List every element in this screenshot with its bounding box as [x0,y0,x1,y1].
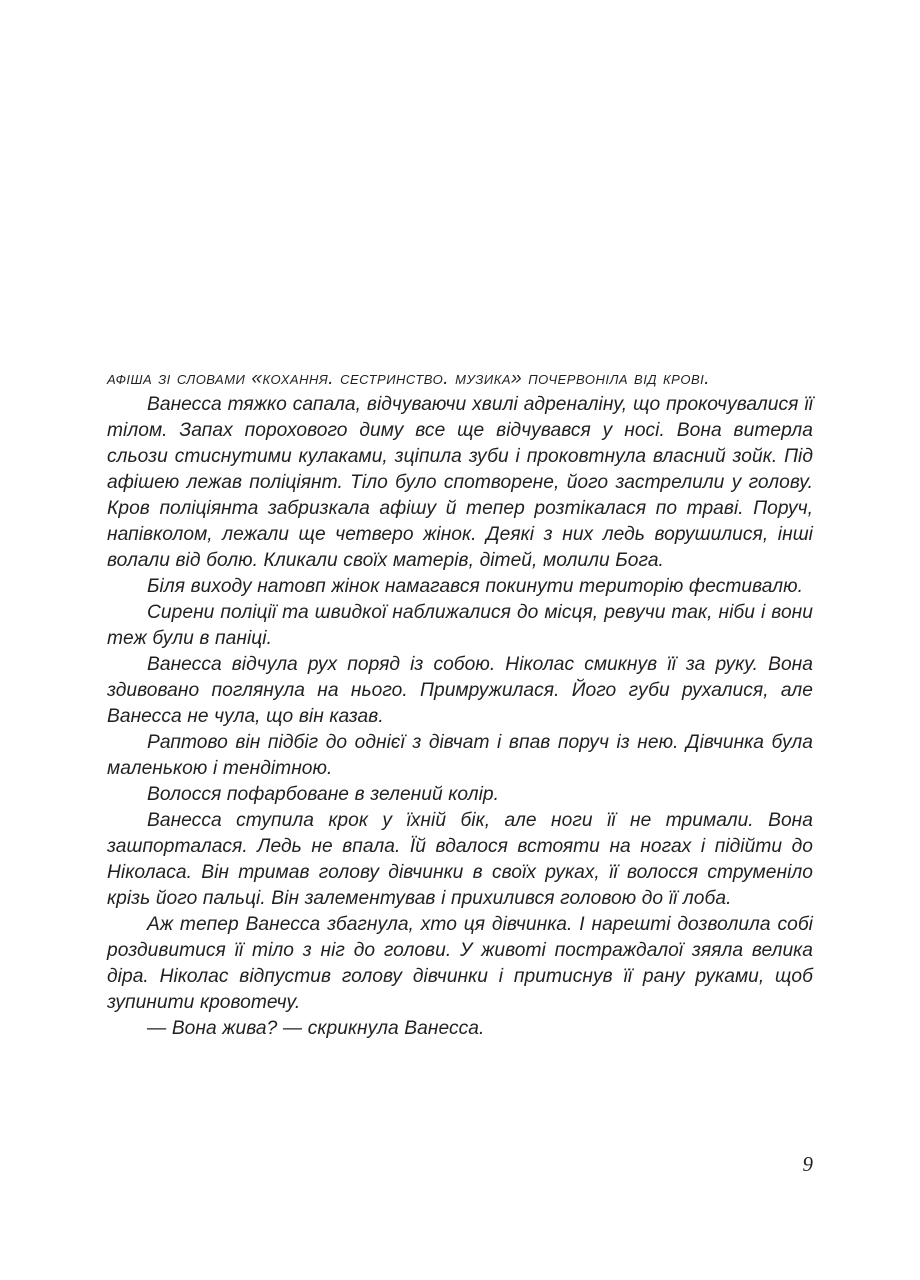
paragraph-body: Раптово він підбіг до однієї з дівчат і впав поруч із нею. Дівчинка була маленькою і тендітною. [107,732,813,779]
paragraph-opening-smallcaps: афіша зі словами «кохання. сестринство. музика» почервоніла від крові. [107,368,711,389]
paragraph-body: Сирени поліції та швидкої наближалися до місця, ревучи так, ніби і вони теж були в паніці. [107,602,813,649]
paragraph-body: Волосся пофарбоване в зелений колір. [147,784,500,805]
page-text-block [107,366,813,1042]
paragraph-dialogue: — Вона жива? — скрикнула Ванесса. [147,1018,485,1039]
paragraph-body: Ванесса відчула рух поряд із собою. Ніколас смикнув її за руку. Вона здивовано поглянула на нього. Примружилася. Його губи рухалися, але Ванесса не чула, що він казав. [107,654,813,727]
paragraph-body: Аж тепер Ванесса збагнула, хто ця дівчинка. І нарешті дозволила собі роздивитися її тіло з ніг до голови. У животі постраждалої зяяла велика діра. Ніколас відпустив голову дівчинки і притиснув її рану руками, щоб зупинити кровотечу. [107,914,813,1013]
paragraph-body: Ванесса тяжко сапала, відчуваючи хвилі адреналіну, що прокочувалися її тілом. Запах порохового диму все ще відчувався у носі. Вона витерла сльози стиснутими кулаками, зціпила зуби і проковтнула власний зойк. Під афішею лежав поліціянт. Тіло було спотворене, його застрелили у голову. Кров поліціянта забризкала афішу й тепер розтікалася по траві. Поруч, напівколом, лежали ще четверо жінок. Деякі з них ледь ворушилися, інші волали від болю. Кликали своїх матерів, дітей, молили Бога. [107,394,813,571]
page-number: 9 [802,1152,813,1176]
paragraph-body: Біля виходу натовп жінок намагався покинути територію фестивалю. [147,576,804,597]
paragraph-body: Ванесса ступила крок у їхній бік, але ноги її не тримали. Вона зашпорталася. Ледь не впала. Їй вдалося встояти на ногах і підійти до Ніколаса. Він тримав голову дівчинки в своїх руках, її волосся струменіло крізь його пальці. Він залементував і прихилився головою до її лоба. [107,810,813,909]
